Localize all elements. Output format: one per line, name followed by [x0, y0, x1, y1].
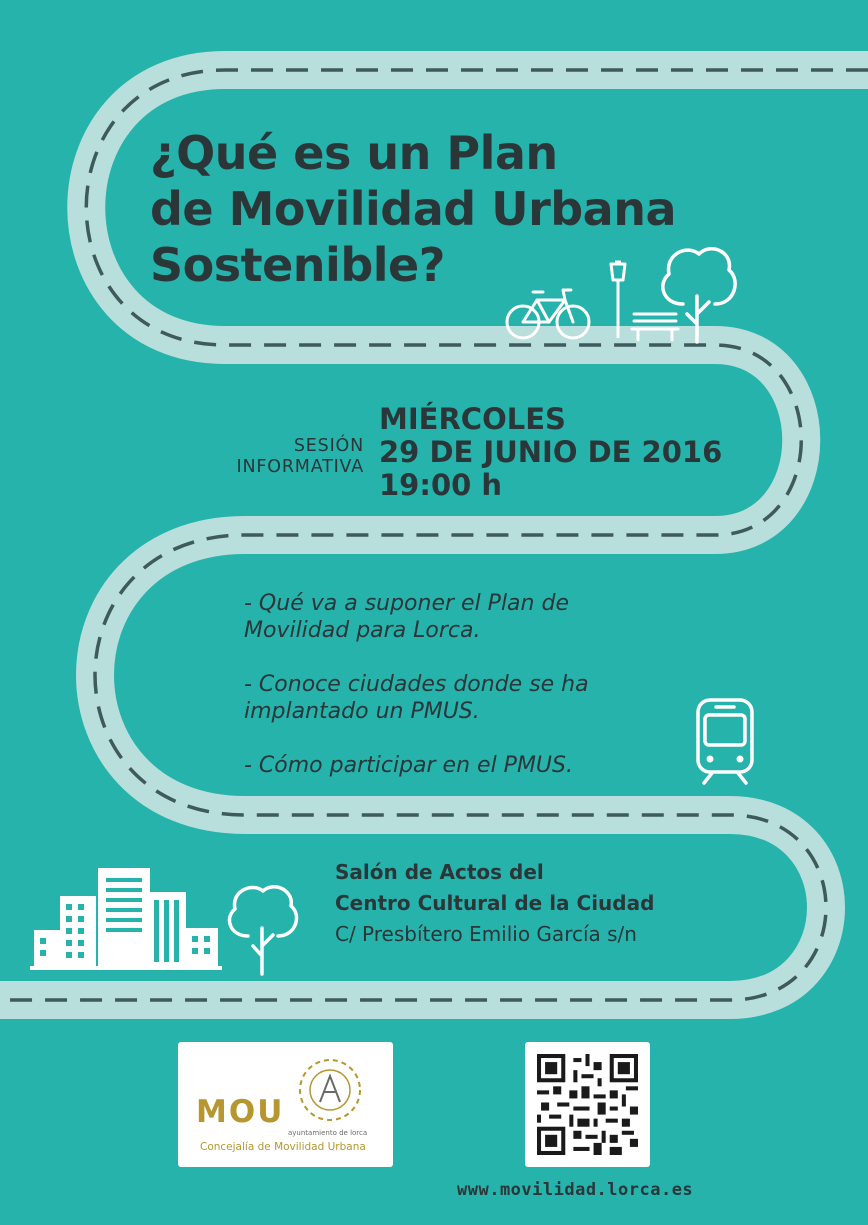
venue-info [335, 857, 654, 950]
qr-code-icon [537, 1054, 638, 1155]
city-buildings-icon [30, 866, 222, 970]
event-datetime [379, 403, 722, 502]
session-label-line: SESIÓN [293, 436, 364, 456]
topic-line: - Cómo participar en el PMUS. [244, 753, 573, 778]
venue-line: Salón de Actos del [335, 860, 544, 884]
logo-subtitle: ayuntamiento de lorca [288, 1129, 368, 1137]
session-label-line: INFORMATIVA [236, 457, 364, 477]
logo-department: Concejalía de Movilidad Urbana [200, 1141, 366, 1153]
qr-code [525, 1042, 650, 1167]
event-day: MIÉRCOLES [379, 402, 566, 436]
event-date: 29 DE JUNIO DE 2016 [379, 435, 723, 469]
topic-line: implantado un PMUS. [244, 699, 480, 724]
topic-line: - Qué va a suponer el Plan de [244, 591, 569, 616]
website-link[interactable]: www.movilidad.lorca.es [457, 1180, 694, 1200]
logo-wordmark: MOU [196, 1094, 285, 1130]
topic-line: Movilidad para Lorca. [244, 618, 481, 643]
topic-item [244, 752, 589, 779]
mou-logo [178, 1042, 393, 1167]
page-title [150, 125, 676, 293]
topic-item [244, 590, 589, 644]
topics-list [244, 590, 589, 806]
train-icon [694, 697, 756, 789]
venue-address: C/ Presbítero Emilio García s/n [335, 922, 637, 946]
venue-line: Centro Cultural de la Ciudad [335, 891, 655, 915]
title-line: Sostenible? [150, 238, 445, 292]
topic-line: - Conoce ciudades donde se ha [244, 672, 589, 697]
session-label [196, 436, 364, 478]
tree-icon [222, 878, 302, 976]
topic-item [244, 671, 589, 725]
logo-emblem-icon [290, 1050, 370, 1130]
bicycle-icon [503, 286, 593, 342]
title-line: de Movilidad Urbana [150, 182, 677, 236]
title-line: ¿Qué es un Plan [150, 126, 558, 180]
event-time: 19:00 h [379, 468, 503, 502]
